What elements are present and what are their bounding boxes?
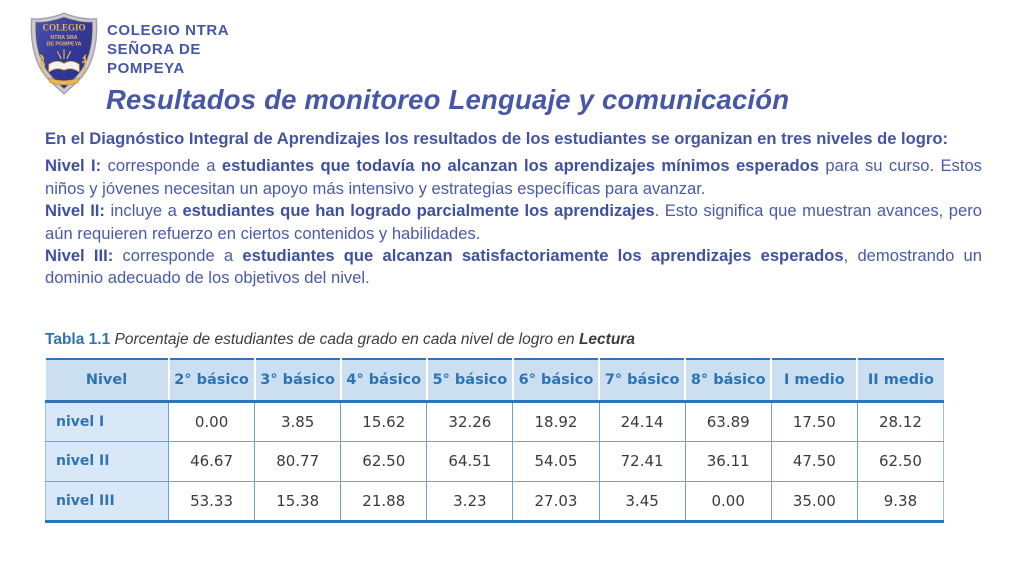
row-label: nivel II	[46, 441, 169, 481]
data-cell: 15.38	[255, 481, 341, 521]
shield-icon	[26, 10, 102, 98]
level-3-paragraph	[45, 245, 982, 290]
data-cell: 53.33	[169, 481, 255, 521]
level-3-bold: estudiantes que alcanzan satisfactoriamente los aprendizajes esperados	[242, 246, 844, 266]
level-2-bold: estudiantes que han logrado parcialmente los aprendizajes	[182, 201, 655, 221]
table-caption-text: Porcentaje de estudiantes de cada grado en cada nivel de logro en	[110, 331, 579, 348]
data-cell: 63.89	[685, 401, 771, 441]
column-header: 5° básico	[427, 359, 513, 401]
data-cell: 3.45	[599, 481, 685, 521]
intro-paragraph: En el Diagnóstico Integral de Aprendizajes los resultados de los estudiantes se organizan en tres niveles de logro:	[45, 129, 949, 148]
data-cell: 32.26	[427, 401, 513, 441]
level-3-label: Nivel III:	[45, 246, 114, 266]
crest-text-ntra-sra: NTRA SRA	[50, 34, 78, 41]
data-cell: 18.92	[513, 401, 599, 441]
level-1-bold: estudiantes que todavía no alcanzan los aprendizajes mínimos esperados	[221, 156, 819, 176]
level-2-post: . Esto significa que muestran avances, pero aún requieren refuerzo en ciertos contenidos y habilidades.	[45, 201, 982, 243]
column-header: Nivel	[46, 359, 169, 401]
data-cell: 80.77	[255, 441, 341, 481]
body-text	[45, 128, 982, 290]
results-table-header	[46, 359, 944, 401]
column-header: II medio	[857, 359, 943, 401]
data-cell: 36.11	[685, 441, 771, 481]
table-row	[46, 481, 944, 521]
table-caption-number: Tabla 1.1	[45, 331, 111, 348]
table-row	[46, 441, 944, 481]
column-header: 7° básico	[599, 359, 685, 401]
data-cell: 3.85	[255, 401, 341, 441]
data-cell: 72.41	[599, 441, 685, 481]
crest-text-colegio: COLEGIO	[42, 22, 86, 33]
data-cell: 28.12	[857, 401, 943, 441]
data-cell: 3.23	[427, 481, 513, 521]
results-table	[45, 358, 944, 523]
results-table-container	[45, 358, 944, 523]
level-1-post: para su curso. Estos niños y jóvenes necesitan un apoyo más intensivo y estrategias específicas para avanzar.	[45, 156, 982, 198]
row-label: nivel III	[46, 481, 169, 521]
data-cell: 54.05	[513, 441, 599, 481]
school-name-line1: COLEGIO NTRA	[107, 22, 230, 39]
data-cell: 0.00	[169, 401, 255, 441]
column-header: 6° básico	[513, 359, 599, 401]
level-1-paragraph	[45, 155, 982, 200]
data-cell: 35.00	[771, 481, 857, 521]
data-cell: 0.00	[685, 481, 771, 521]
data-cell: 27.03	[513, 481, 599, 521]
column-header: 2° básico	[169, 359, 255, 401]
header-row	[46, 359, 944, 401]
data-cell: 21.88	[341, 481, 427, 521]
column-header: 3° básico	[255, 359, 341, 401]
results-table-body	[46, 401, 944, 521]
data-cell: 46.67	[169, 441, 255, 481]
school-name	[107, 21, 229, 78]
page-title: Resultados de monitoreo Lenguaje y comunicación	[106, 84, 790, 115]
data-cell: 62.50	[341, 441, 427, 481]
data-cell: 62.50	[857, 441, 943, 481]
level-2-pre: incluye a	[104, 201, 183, 221]
data-cell: 15.62	[341, 401, 427, 441]
column-header: 4° básico	[341, 359, 427, 401]
table-caption	[45, 331, 635, 349]
table-row	[46, 401, 944, 441]
level-1-label: Nivel I:	[45, 156, 102, 176]
level-3-pre: corresponde a	[113, 246, 243, 266]
data-cell: 64.51	[427, 441, 513, 481]
data-cell: 47.50	[771, 441, 857, 481]
column-header: I medio	[771, 359, 857, 401]
data-cell: 9.38	[857, 481, 943, 521]
level-1-pre: corresponde a	[101, 156, 222, 176]
data-cell: 24.14	[599, 401, 685, 441]
level-2-label: Nivel II:	[45, 201, 105, 221]
data-cell: 17.50	[771, 401, 857, 441]
school-crest-logo	[26, 10, 102, 98]
row-label: nivel I	[46, 401, 169, 441]
school-name-line3: POMPEYA	[107, 60, 185, 77]
school-name-line2: SEÑORA DE	[107, 41, 202, 58]
level-3-post: , demostrando un dominio adecuado de los objetivos del nivel.	[45, 246, 982, 288]
table-caption-subject: Lectura	[578, 331, 635, 348]
level-2-paragraph	[45, 200, 982, 245]
crest-text-de-pompeya: DE POMPEYA	[46, 41, 82, 48]
column-header: 8° básico	[685, 359, 771, 401]
